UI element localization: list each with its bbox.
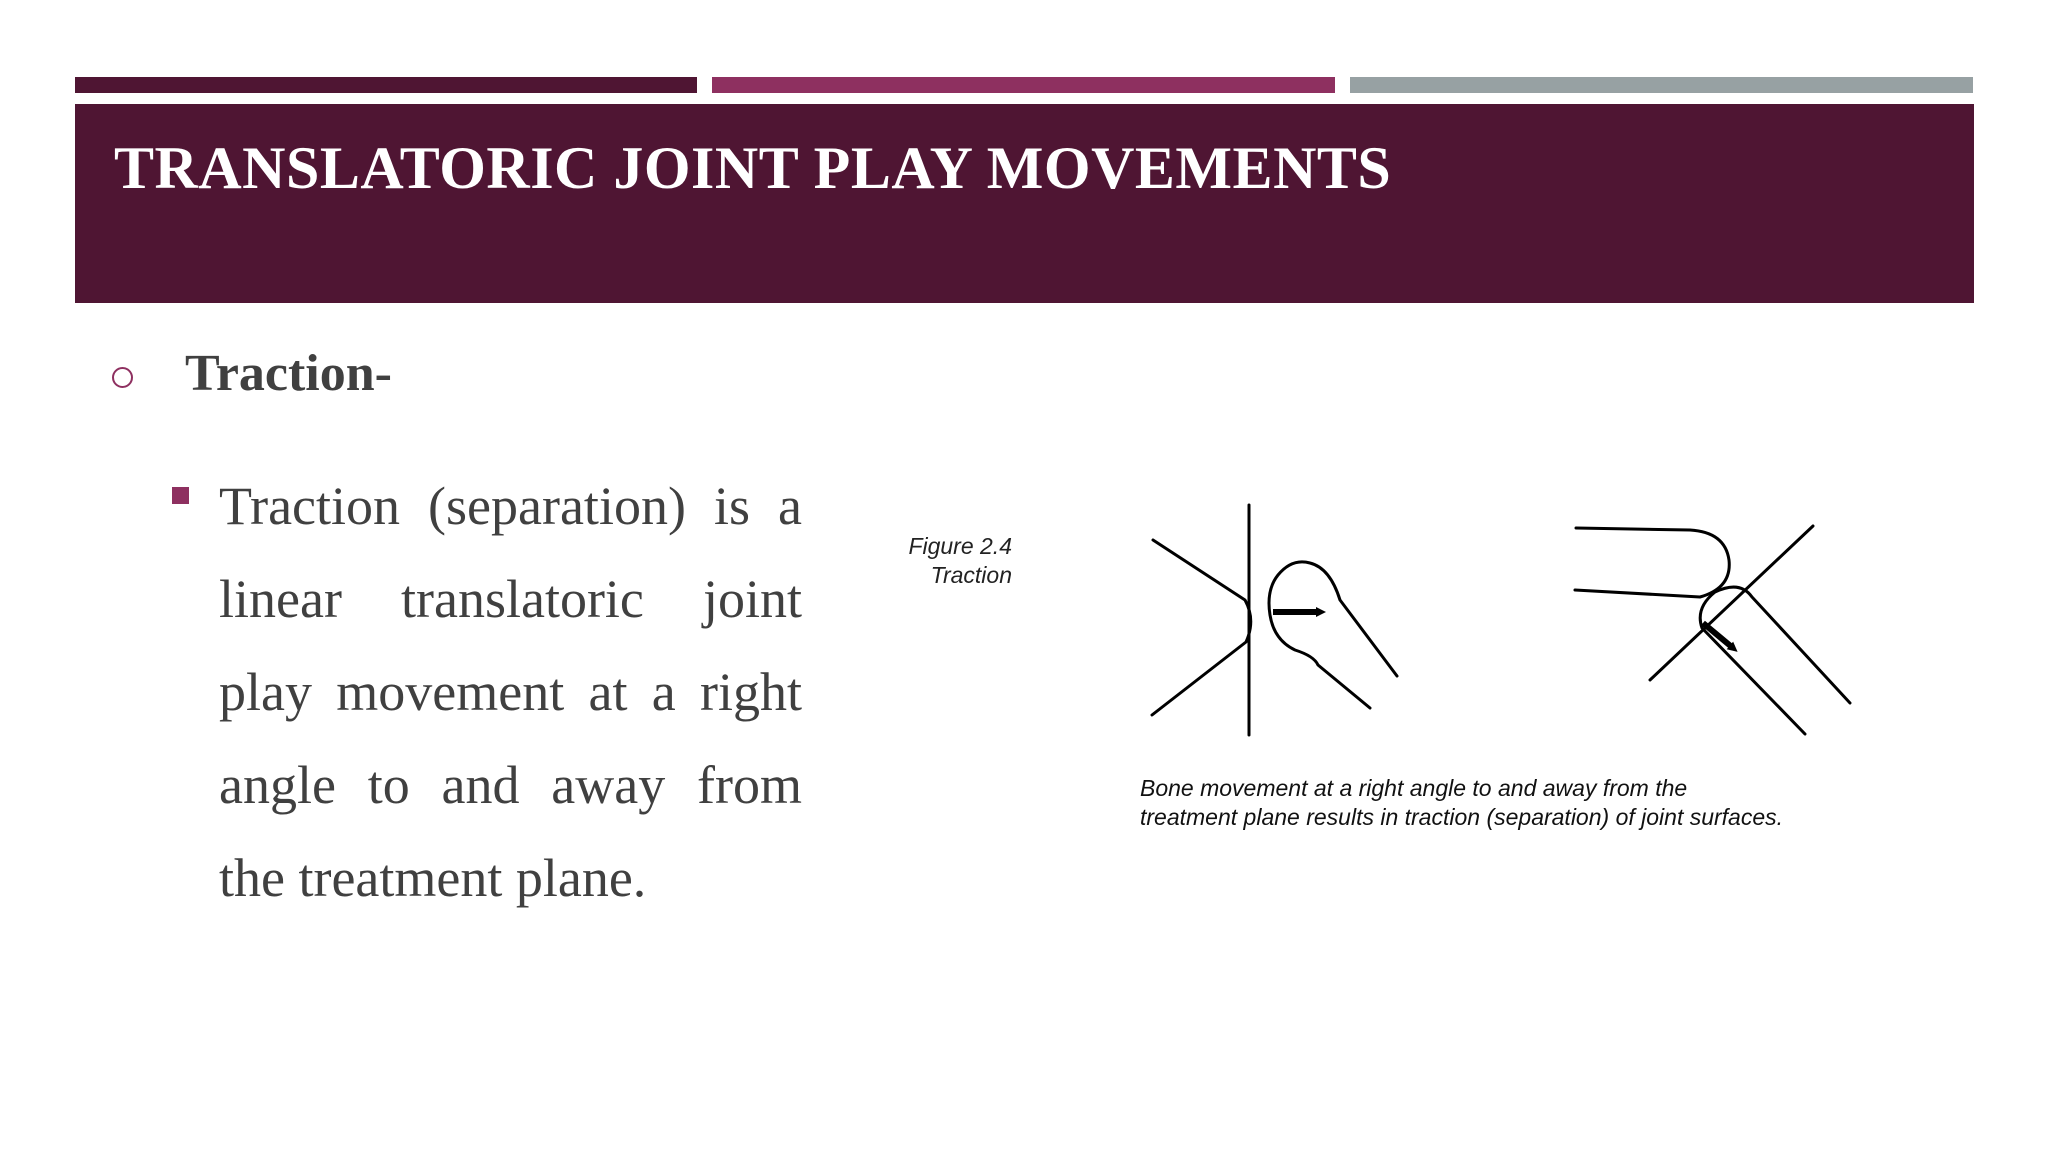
traction-diagram [900,480,1900,770]
slide-title: TRANSLATORIC JOINT PLAY MOVEMENTS [114,135,1392,201]
figure-name: Traction [930,562,1012,588]
accent-bar-gray [1350,77,1973,93]
figure-caption [1140,774,1784,832]
circle-bullet-icon [112,367,133,388]
title-band [75,104,1974,303]
figure-number: Figure 2.4 [908,533,1012,559]
left-joint-drawing [1152,505,1397,735]
right-convex-bone [1700,587,1850,734]
bullet-level-1 [112,344,392,403]
figure-caption-line-2: treatment plane results in traction (separation) of joint surfaces. [1140,804,1784,830]
bullet-level-2 [172,460,802,925]
left-convex-bone-upper [1269,562,1397,708]
figure-caption-line-1: Bone movement at a right angle to and away from the [1140,775,1688,801]
accent-bar-magenta [712,77,1335,93]
square-bullet-icon [172,487,189,504]
figure-traction [900,480,1900,860]
bullet-paragraph: Traction (separation) is a linear translatoric joint play movement at a right angle to and away from the treatment plane. [219,476,802,908]
accent-bar-dark [75,77,697,93]
left-concave-bone [1152,540,1251,715]
bullet-heading: Traction- [185,345,392,402]
figure-label [900,532,1012,590]
right-bone-shaft [1575,528,1729,597]
